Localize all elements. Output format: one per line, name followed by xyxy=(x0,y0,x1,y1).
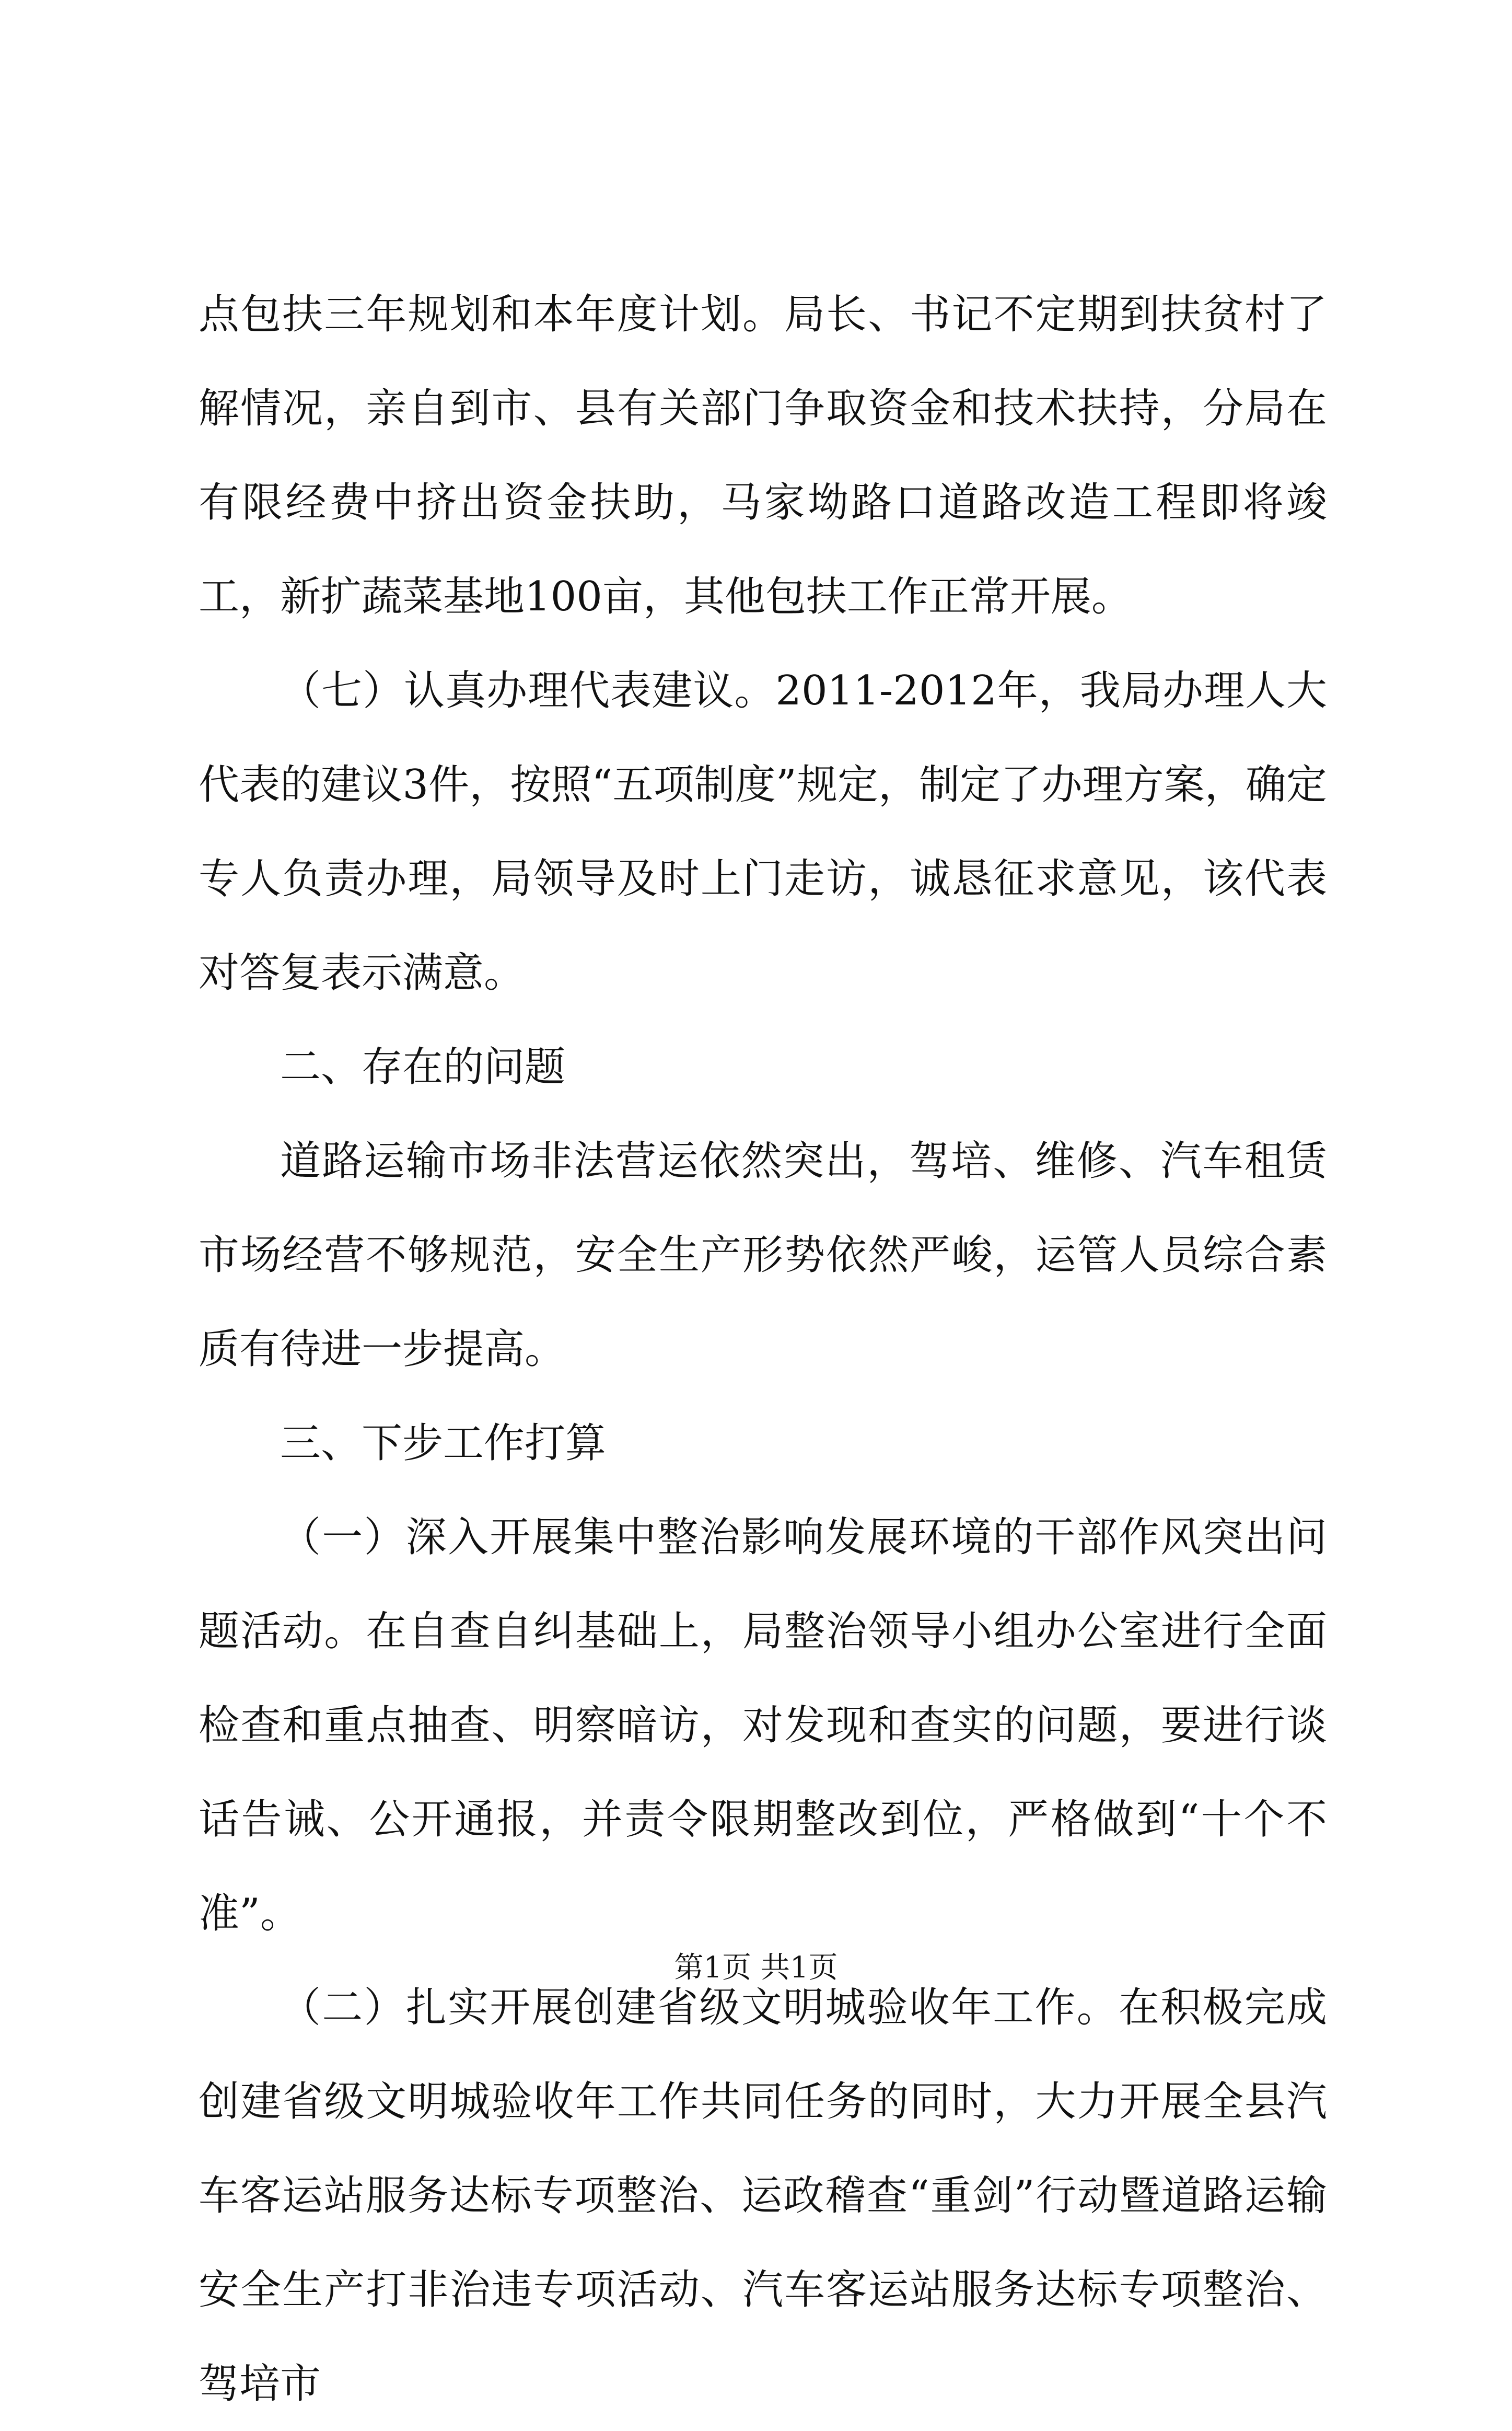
document-body xyxy=(199,268,1327,2431)
paragraph-next-step-two: （二）扎实开展创建省级文明城验收年工作。在积极完成创建省级文明城验收年工作共同任务的同时，大力开展全县汽车客运站服务达标专项整治、运政稽查“重剑”行动暨道路运输安全生产打非治违专项活动、汽车客运站服务达标专项整治、驾培市 xyxy=(199,1984,1327,2407)
page-number-label: 第1页 共1页 xyxy=(674,1951,838,1985)
paragraph-problems: 道路运输市场非法营运依然突出，驾培、维修、汽车租赁市场经营不够规范，安全生产形势依然严峻，运管人员综合素质有待进一步提高。 xyxy=(199,1138,1327,1373)
paragraph-representative-suggestions: （七）认真办理代表建议。2011-2012年，我局办理人大代表的建议3件，按照“五项制度”规定，制定了办理方案，确定专人负责办理，局领导及时上门走访，诚恳征求意见，该代表对答复表示满意。 xyxy=(199,667,1327,997)
paragraph-continuation: 点包扶三年规划和本年度计划。局长、书记不定期到扶贫村了解情况，亲自到市、县有关部门争取资金和技术扶持，分局在有限经费中挤出资金扶助，马家坳路口道路改造工程即将竣工，新扩蔬菜基地100亩，其他包扶工作正常开展。 xyxy=(199,291,1327,620)
section-heading-problems: 二、存在的问题 xyxy=(280,1044,566,1091)
page-footer xyxy=(0,1947,1512,1989)
paragraph-next-step-one: （一）深入开展集中整治影响发展环境的干部作风突出问题活动。在自查自纠基础上，局整治领导小组办公室进行全面检查和重点抽查、明察暗访，对发现和查实的问题，要进行谈话告诫、公开通报，并责令限期整改到位，严格做到“十个不准”。 xyxy=(199,1514,1327,1937)
section-heading-next-steps: 三、下步工作打算 xyxy=(280,1420,607,1467)
